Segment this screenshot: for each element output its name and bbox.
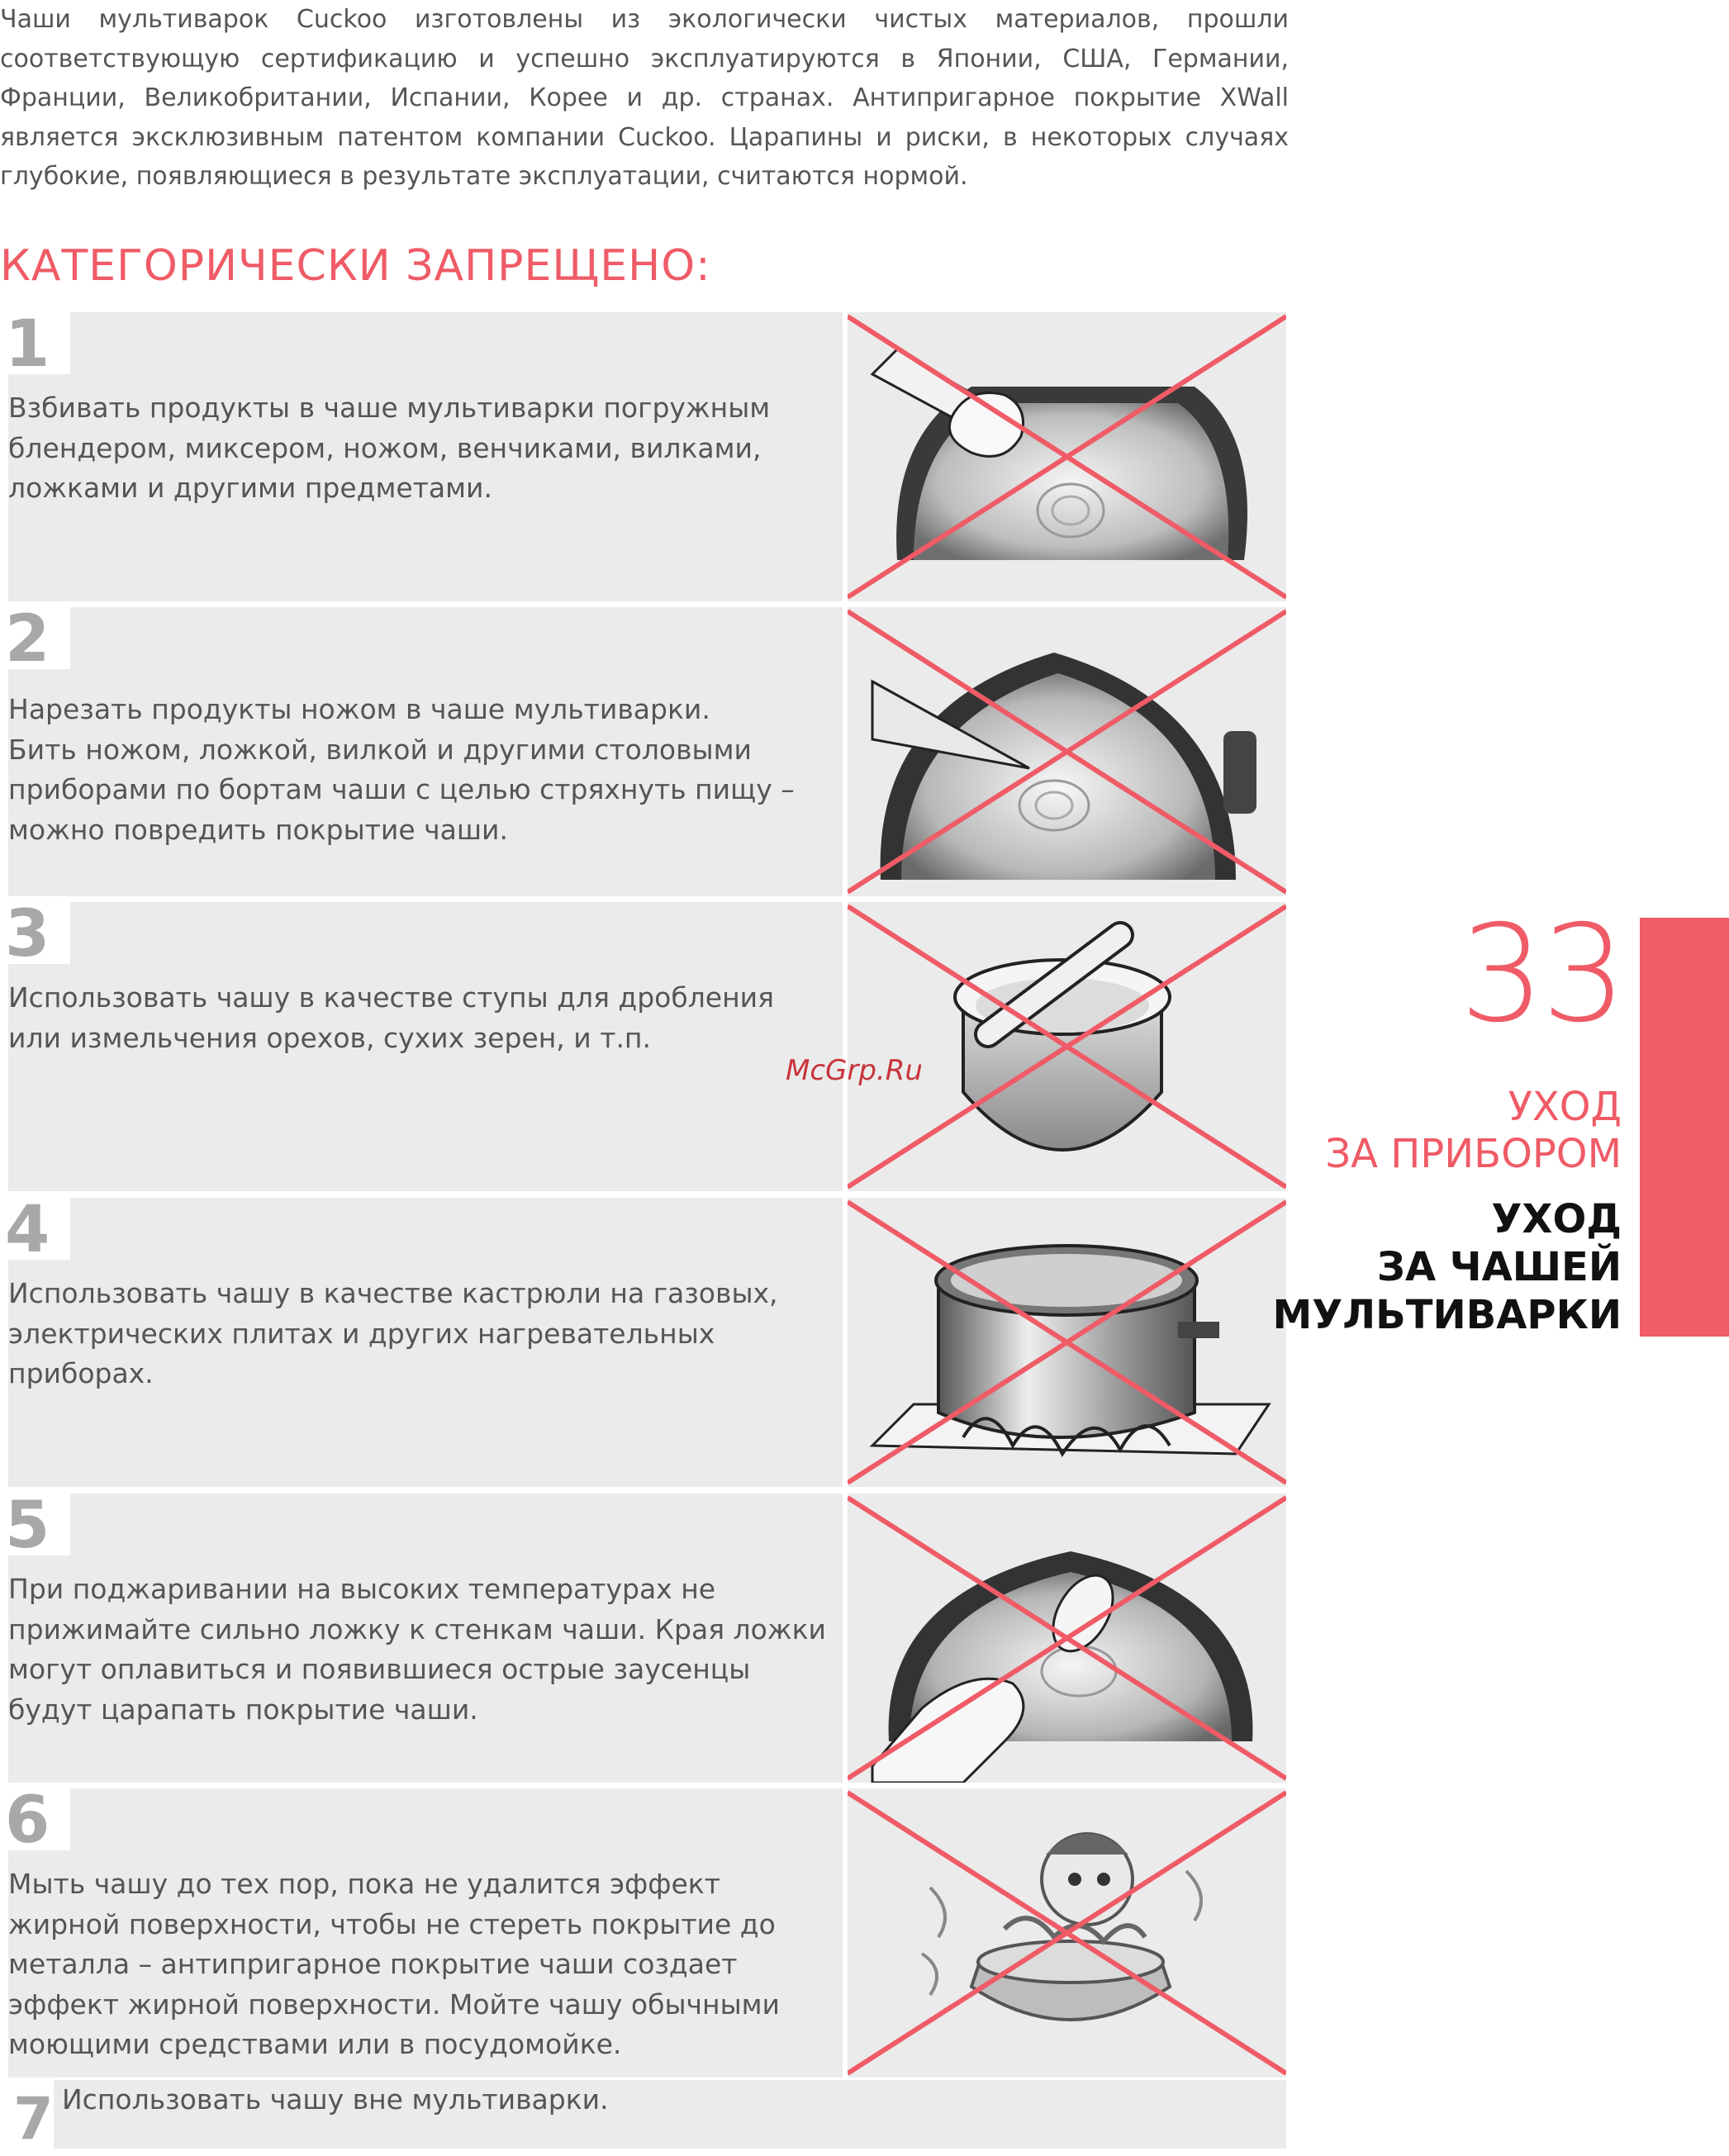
subsection-title: УХОД ЗА ЧАШЕЙ МУЛЬТИВАРКИ: [1272, 1196, 1622, 1338]
item-text: Использовать чашу вне мультиварки.: [62, 2083, 609, 2116]
item-text: Использовать чашу в качестве ступы для дробления или измельчения орехов, сухих зерен, и т.п.: [8, 981, 774, 1054]
item-text: Использовать чашу в качестве кастрюли на газовых, электрических плитах и других нагревательных приборах.: [8, 1277, 778, 1389]
person-scrubbing-bowl-illustration: [848, 1788, 1286, 2078]
section-title: УХОД ЗА ПРИБОРОМ: [1325, 1084, 1622, 1177]
intro-paragraph: Чаши мультиварок Cuckoo изготовлены из экологически чистых материалов, прошли соответствующую сертификацию и успешно эксплуатируются в Японии, США, Германии, Франции, Великобритании, Испании, Корее и др. странах. Антипригарное покрытие XWall является эксклюзивным патентом компании Cuckoo. Царапины и риски, в некоторых случаях глубокие, появляющиеся в результате эксплуатации, считаются нормой.: [0, 5, 1289, 191]
item-number-box: [8, 2080, 54, 2153]
prohibition-item: [5, 1489, 1286, 1783]
item-number: 1: [5, 307, 50, 382]
item-number-box: [5, 307, 70, 382]
item-text-panel: [5, 1193, 843, 1487]
item-number-box: [5, 602, 70, 677]
watermark: McGrp.Ru: [786, 1054, 923, 1087]
item-text: Нарезать продукты ножом в чаше мультиварки. Бить ножом, ложкой, вилкой и другими столовыми приборами по бортам чаши с целью стряхнуть пищу – можно повредить покрытие чаши.: [8, 693, 795, 846]
prohibition-item: [5, 1783, 1286, 2078]
item-number: 3: [5, 897, 50, 971]
knife-in-bowl-illustration: [848, 607, 1286, 896]
prohibition-item: [5, 307, 1286, 601]
item-text: Мыть чашу до тех пор, пока не удалится эффект жирной поверхности, чтобы не стереть покрытие до металла – антипригарное покрытие чаши создает эффект жирной поверхности. Мойте чашу обычными моющими средствами или в посудомойке.: [8, 1868, 780, 2060]
item-number-box: [5, 1783, 70, 1858]
prohibition-item: [5, 602, 1286, 896]
prohibition-item: [5, 897, 1286, 1191]
item-number: 5: [5, 1489, 50, 1563]
item-number: 6: [5, 1783, 50, 1858]
item-number: 4: [5, 1193, 50, 1267]
sidebar-accent-bar: [1640, 918, 1729, 1337]
item-text-panel: [5, 1783, 843, 2078]
item-text-panel: [5, 897, 843, 1191]
item-number: 7: [13, 2085, 54, 2153]
item-text-panel: [5, 602, 843, 896]
item-number-box: [5, 897, 70, 971]
section-heading: КАТЕГОРИЧЕСКИ ЗАПРЕЩЕНО:: [0, 241, 711, 291]
item-text-panel: [5, 1489, 843, 1783]
item-number-box: [5, 1489, 70, 1563]
prohibition-item: [5, 1193, 1286, 1487]
spoon-in-bowl-illustration: [848, 1494, 1286, 1783]
page-number: 33: [1459, 897, 1623, 1052]
item-number: 2: [5, 602, 50, 677]
prohibition-item: [8, 2080, 1286, 2153]
item-text-panel: [5, 307, 843, 601]
item-number-box: [5, 1193, 70, 1267]
blender-in-bowl-illustration: [848, 312, 1286, 601]
item-text: При поджаривании на высоких температурах не прижимайте сильно ложку к стенкам чаши. Края ложки могут оплавиться и появившиеся острые заусенцы будут царапать покрытие чаши.: [8, 1573, 826, 1726]
item-text: Взбивать продукты в чаше мультиварки погружным блендером, миксером, ножом, венчиками, вилками, ложками и другими предметами.: [8, 392, 771, 504]
